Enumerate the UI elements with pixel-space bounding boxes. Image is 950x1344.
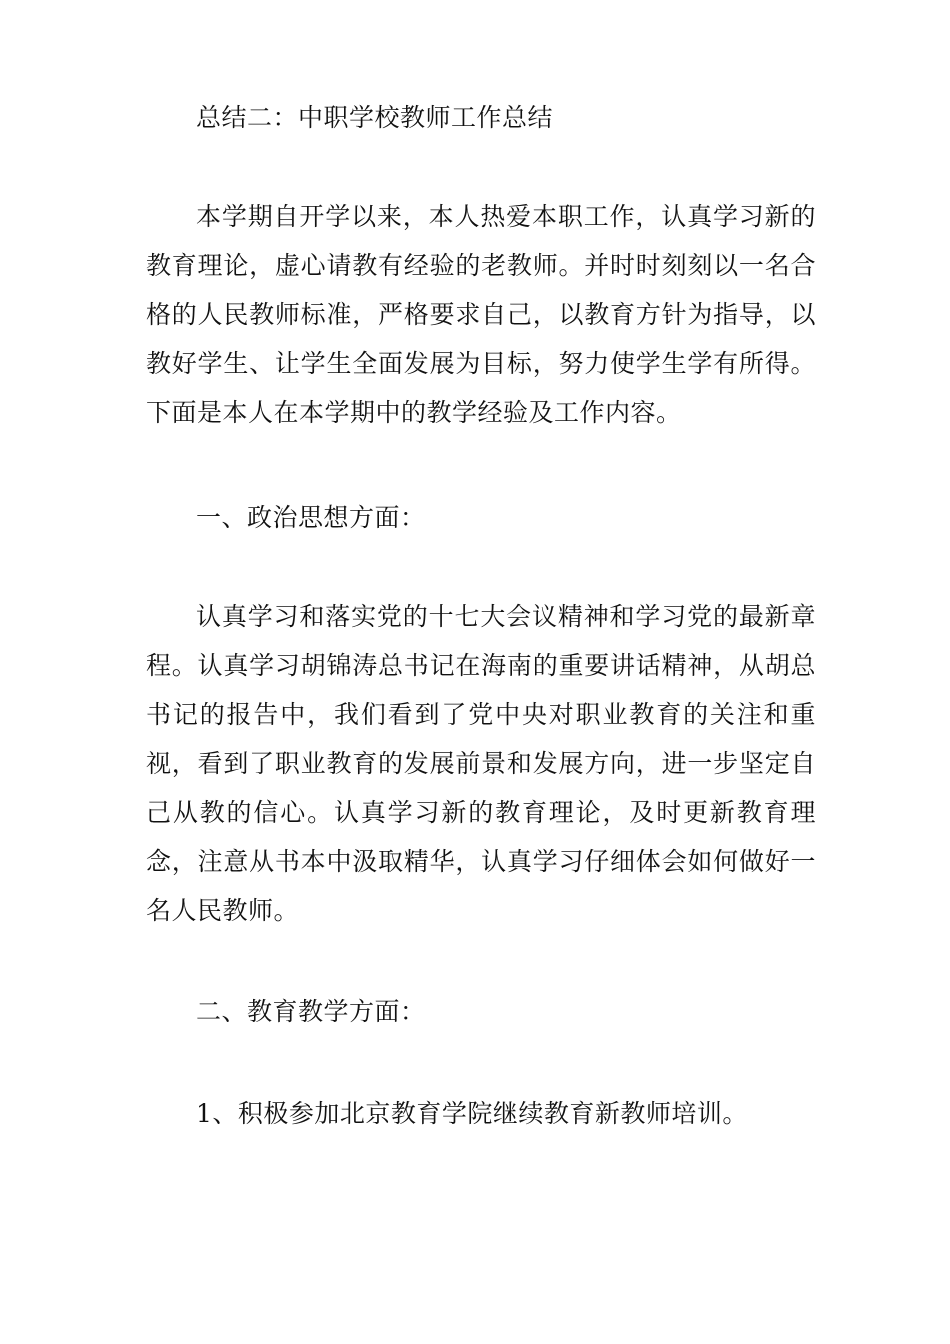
intro-paragraph: 本学期自开学以来，本人热爱本职工作，认真学习新的教育理论，虚心请教有经验的老教师。并时时刻刻以一名合格的人民教师标准，严格要求自己，以教育方针为指导，以教好学生、让学生全面发展为目标，努力使学生学有所得。下面是本人在本学期中的教学经验及工作内容。 bbox=[146, 202, 816, 427]
document-title: 总结二：中职学校教师工作总结 bbox=[196, 103, 554, 132]
section-heading-politics: 一、政治思想方面： bbox=[196, 503, 426, 532]
politics-paragraph: 认真学习和落实党的十七大会议精神和学习党的最新章程。认真学习胡锦涛总书记在海南的重要讲话精神，从胡总书记的报告中，我们看到了党中央对职业教育的关注和重视，看到了职业教育的发展前景和发展方向，进一步坚定自己从教的信心。认真学习新的教育理论，及时更新教育理念，注意从书本中汲取精华，认真学习仔细体会如何做好一名人民教师。 bbox=[146, 602, 816, 925]
teaching-item-1: 1、积极参加北京教育学院继续教育新教师培训。 bbox=[196, 1099, 748, 1128]
section-heading-teaching: 二、教育教学方面： bbox=[196, 997, 426, 1026]
